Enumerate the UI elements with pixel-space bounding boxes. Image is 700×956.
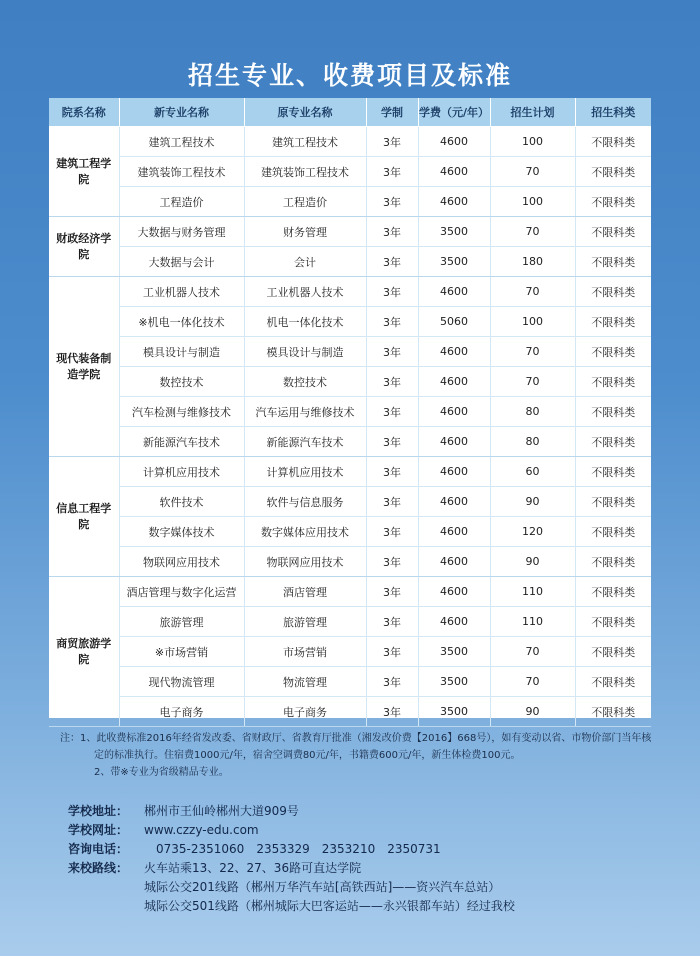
duration-cell: 3年: [366, 667, 418, 697]
tuition-cell: 3500: [418, 247, 490, 277]
category-cell: 不限科类: [575, 637, 651, 667]
category-cell: 不限科类: [575, 697, 651, 727]
header-tuition: 学费（元/年）: [418, 98, 490, 127]
table-row: [49, 487, 651, 517]
category-cell: 不限科类: [575, 127, 651, 157]
category-cell: 不限科类: [575, 337, 651, 367]
duration-cell: 3年: [366, 367, 418, 397]
tuition-cell: 3500: [418, 637, 490, 667]
route-2: 城际公交201线路（郴州万华汽车站[高铁西站]——资兴汽车总站）: [144, 880, 501, 894]
fee-table-container: [49, 98, 651, 718]
new-major-cell: 数字媒体技术: [119, 517, 244, 547]
old-major-cell: 工程造价: [244, 187, 366, 217]
quota-cell: 70: [490, 667, 575, 697]
duration-cell: 3年: [366, 697, 418, 727]
phone-4: 2350731: [387, 842, 441, 856]
note-2: 2、带※专业为省级精品专业。: [94, 767, 229, 778]
category-cell: 不限科类: [575, 187, 651, 217]
address-value: 郴州市王仙岭郴州大道909号: [144, 804, 299, 818]
dept-cell: 商贸旅游学院: [49, 577, 119, 727]
table-row: [49, 307, 651, 337]
dept-cell: 信息工程学院: [49, 457, 119, 577]
new-major-cell: 工程造价: [119, 187, 244, 217]
new-major-cell: 软件技术: [119, 487, 244, 517]
category-cell: 不限科类: [575, 397, 651, 427]
duration-cell: 3年: [366, 337, 418, 367]
notes: [60, 730, 660, 781]
tuition-cell: 4600: [418, 547, 490, 577]
new-major-cell: 模具设计与制造: [119, 337, 244, 367]
table-row: [49, 367, 651, 397]
category-cell: 不限科类: [575, 427, 651, 457]
old-major-cell: 电子商务: [244, 697, 366, 727]
duration-cell: 3年: [366, 607, 418, 637]
tuition-cell: 3500: [418, 697, 490, 727]
old-major-cell: 会计: [244, 247, 366, 277]
quota-cell: 70: [490, 217, 575, 247]
old-major-cell: 酒店管理: [244, 577, 366, 607]
table-row: [49, 337, 651, 367]
tuition-cell: 4600: [418, 487, 490, 517]
table-row: [49, 517, 651, 547]
header-category: 招生科类: [575, 98, 651, 127]
new-major-cell: 新能源汽车技术: [119, 427, 244, 457]
tuition-cell: 4600: [418, 367, 490, 397]
new-major-cell: 建筑装饰工程技术: [119, 157, 244, 187]
tuition-cell: 3500: [418, 667, 490, 697]
route-label: 来校路线：: [68, 861, 129, 875]
note-1: 注：1、此收费标准2016年经省发改委、省财政厅、省教育厅批准（湘发改价费【2016】668号），如有变动以省、市物价部门当年核定的标准执行。住宿费1000元/年，宿舍空调费80元/年，书籍费600元/年，新生体检费100元。: [60, 733, 652, 761]
duration-cell: 3年: [366, 397, 418, 427]
old-major-cell: 计算机应用技术: [244, 457, 366, 487]
quota-cell: 100: [490, 127, 575, 157]
quota-cell: 70: [490, 367, 575, 397]
duration-cell: 3年: [366, 277, 418, 307]
tuition-cell: 4600: [418, 127, 490, 157]
dept-cell: 现代装备制造学院: [49, 277, 119, 457]
duration-cell: 3年: [366, 127, 418, 157]
duration-cell: 3年: [366, 187, 418, 217]
quota-cell: 80: [490, 397, 575, 427]
old-major-cell: 机电一体化技术: [244, 307, 366, 337]
old-major-cell: 数字媒体应用技术: [244, 517, 366, 547]
new-major-cell: 计算机应用技术: [119, 457, 244, 487]
old-major-cell: 建筑装饰工程技术: [244, 157, 366, 187]
duration-cell: 3年: [366, 427, 418, 457]
tuition-cell: 4600: [418, 397, 490, 427]
quota-cell: 110: [490, 577, 575, 607]
quota-cell: 70: [490, 277, 575, 307]
category-cell: 不限科类: [575, 217, 651, 247]
category-cell: 不限科类: [575, 457, 651, 487]
table-row: [49, 667, 651, 697]
phone-label: 咨询电话：: [68, 842, 129, 856]
quota-cell: 70: [490, 337, 575, 367]
new-major-cell: ※机电一体化技术: [119, 307, 244, 337]
new-major-cell: 大数据与财务管理: [119, 217, 244, 247]
quota-cell: 70: [490, 637, 575, 667]
category-cell: 不限科类: [575, 667, 651, 697]
website-link[interactable]: www.czzy-edu.com: [144, 823, 259, 837]
quota-cell: 90: [490, 547, 575, 577]
table-row: [49, 157, 651, 187]
tuition-cell: 4600: [418, 577, 490, 607]
tuition-cell: 4600: [418, 457, 490, 487]
tuition-cell: 4600: [418, 517, 490, 547]
category-cell: 不限科类: [575, 307, 651, 337]
tuition-cell: 4600: [418, 607, 490, 637]
quota-cell: 80: [490, 427, 575, 457]
old-major-cell: 旅游管理: [244, 607, 366, 637]
new-major-cell: 大数据与会计: [119, 247, 244, 277]
quota-cell: 90: [490, 487, 575, 517]
phone-3: 2353210: [321, 842, 376, 856]
new-major-cell: 工业机器人技术: [119, 277, 244, 307]
category-cell: 不限科类: [575, 157, 651, 187]
category-cell: 不限科类: [575, 547, 651, 577]
old-major-cell: 软件与信息服务: [244, 487, 366, 517]
table-row: [49, 217, 651, 247]
quota-cell: 60: [490, 457, 575, 487]
new-major-cell: 建筑工程技术: [119, 127, 244, 157]
table-row: [49, 547, 651, 577]
quota-cell: 100: [490, 307, 575, 337]
duration-cell: 3年: [366, 517, 418, 547]
tuition-cell: 5060: [418, 307, 490, 337]
quota-cell: 100: [490, 187, 575, 217]
table-row: [49, 637, 651, 667]
phone-1: 0735-2351060: [156, 842, 245, 856]
duration-cell: 3年: [366, 157, 418, 187]
page-title: 招生专业、收费项目及标准: [187, 61, 512, 90]
table-row: [49, 697, 651, 727]
tuition-cell: 4600: [418, 157, 490, 187]
phone-2: 2353329: [256, 842, 310, 856]
old-major-cell: 财务管理: [244, 217, 366, 247]
quota-cell: 110: [490, 607, 575, 637]
tuition-cell: 4600: [418, 277, 490, 307]
table-row: [49, 427, 651, 457]
duration-cell: 3年: [366, 217, 418, 247]
category-cell: 不限科类: [575, 607, 651, 637]
category-cell: 不限科类: [575, 487, 651, 517]
duration-cell: 3年: [366, 247, 418, 277]
category-cell: 不限科类: [575, 247, 651, 277]
old-major-cell: 新能源汽车技术: [244, 427, 366, 457]
duration-cell: 3年: [366, 307, 418, 337]
old-major-cell: 汽车运用与维修技术: [244, 397, 366, 427]
old-major-cell: 市场营销: [244, 637, 366, 667]
duration-cell: 3年: [366, 577, 418, 607]
new-major-cell: 旅游管理: [119, 607, 244, 637]
address-label: 学校地址：: [68, 804, 129, 818]
dept-cell: 建筑工程学院: [49, 127, 119, 217]
header-new-major: 新专业名称: [119, 98, 244, 127]
quota-cell: 90: [490, 697, 575, 727]
quota-cell: 70: [490, 157, 575, 187]
route-3: 城际公交501线路（郴州城际大巴客运站——永兴银都车站）经过我校: [144, 899, 515, 913]
duration-cell: 3年: [366, 637, 418, 667]
website-label: 学校网址：: [68, 823, 129, 837]
fee-table: [49, 98, 651, 727]
tuition-cell: 3500: [418, 217, 490, 247]
new-major-cell: 物联网应用技术: [119, 547, 244, 577]
table-header-row: [49, 98, 651, 127]
tuition-cell: 4600: [418, 187, 490, 217]
new-major-cell: 数控技术: [119, 367, 244, 397]
duration-cell: 3年: [366, 457, 418, 487]
header-duration: 学制: [366, 98, 418, 127]
table-row: [49, 607, 651, 637]
tuition-cell: 4600: [418, 337, 490, 367]
category-cell: 不限科类: [575, 367, 651, 397]
table-row: [49, 187, 651, 217]
table-row: [49, 577, 651, 607]
header-quota: 招生计划: [490, 98, 575, 127]
new-major-cell: ※市场营销: [119, 637, 244, 667]
table-row: [49, 397, 651, 427]
table-row: [49, 127, 651, 157]
category-cell: 不限科类: [575, 517, 651, 547]
table-row: [49, 277, 651, 307]
old-major-cell: 工业机器人技术: [244, 277, 366, 307]
table-row: [49, 457, 651, 487]
quota-cell: 180: [490, 247, 575, 277]
new-major-cell: 现代物流管理: [119, 667, 244, 697]
contact-info: [68, 802, 668, 916]
new-major-cell: 汽车检测与维修技术: [119, 397, 244, 427]
route-1: 火车站乘13、22、27、36路可直达学院: [144, 861, 362, 875]
header-old-major: 原专业名称: [244, 98, 366, 127]
dept-cell: 财政经济学院: [49, 217, 119, 277]
quota-cell: 120: [490, 517, 575, 547]
old-major-cell: 物流管理: [244, 667, 366, 697]
old-major-cell: 模具设计与制造: [244, 337, 366, 367]
header-dept: 院系名称: [49, 98, 119, 127]
table-row: [49, 247, 651, 277]
old-major-cell: 数控技术: [244, 367, 366, 397]
category-cell: 不限科类: [575, 277, 651, 307]
duration-cell: 3年: [366, 487, 418, 517]
old-major-cell: 物联网应用技术: [244, 547, 366, 577]
category-cell: 不限科类: [575, 577, 651, 607]
new-major-cell: 电子商务: [119, 697, 244, 727]
table-body: [49, 127, 651, 727]
old-major-cell: 建筑工程技术: [244, 127, 366, 157]
tuition-cell: 4600: [418, 427, 490, 457]
new-major-cell: 酒店管理与数字化运营: [119, 577, 244, 607]
duration-cell: 3年: [366, 547, 418, 577]
